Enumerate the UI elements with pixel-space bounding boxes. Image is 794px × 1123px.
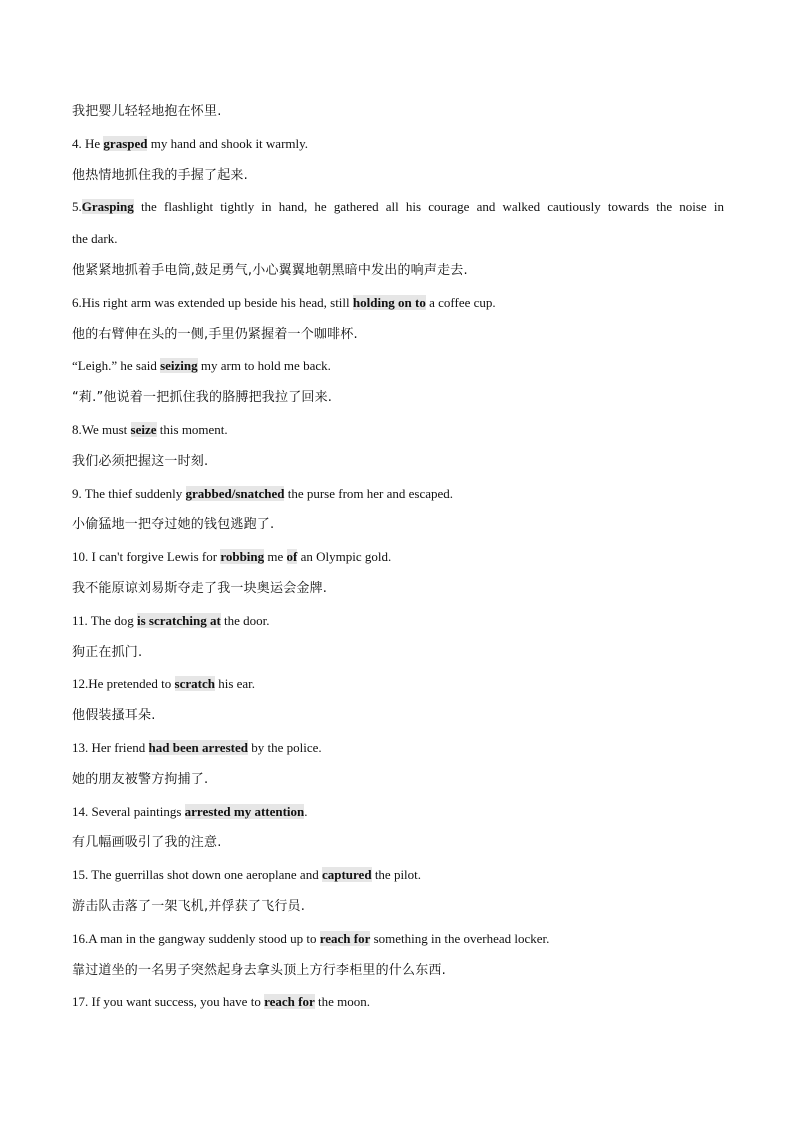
sentence-text: 小偷猛地一把夺过她的钱包逃跑了.	[72, 517, 275, 533]
sentence-text: 他热情地抓住我的手握了起来.	[72, 167, 248, 183]
sentence-text: 8.We must	[72, 421, 131, 437]
sentence-text: 13. Her friend	[72, 739, 149, 755]
highlighted-phrase: scratch	[174, 676, 215, 692]
translation-line	[72, 891, 724, 923]
example-sentence	[72, 541, 724, 573]
sentence-text: 游击队击落了一架飞机,并俘获了飞行员.	[72, 898, 306, 914]
sentence-text: me	[264, 549, 287, 565]
example-sentence	[72, 223, 724, 255]
translation-line	[72, 637, 724, 669]
highlighted-phrase: is scratching at	[137, 612, 221, 628]
sentence-text: a coffee cup.	[425, 294, 496, 310]
sentence-text: 6.His right arm was extended up beside his head, still	[72, 294, 353, 310]
translation-line	[72, 573, 724, 605]
sentence-text: by the police.	[247, 739, 322, 755]
document-body	[72, 96, 724, 1018]
translation-line	[72, 160, 724, 192]
sentence-text: 14. Several paintings	[72, 803, 185, 819]
example-sentence	[72, 923, 724, 955]
sentence-text: the pilot.	[371, 867, 422, 883]
sentence-text: the moon.	[314, 994, 370, 1010]
example-sentence	[72, 287, 724, 319]
sentence-text: “莉.”他说着一把抓住我的胳膊把我拉了回来.	[72, 390, 333, 406]
sentence-text: something in the overhead locker.	[370, 930, 550, 946]
example-sentence	[72, 732, 724, 764]
highlighted-phrase: seize	[130, 421, 157, 437]
example-sentence	[72, 986, 724, 1018]
sentence-text: the flashlight tightly in hand, he gathered all his courage and walked cautiously towards the noise in	[133, 199, 724, 215]
sentence-text: the dark.	[72, 231, 118, 247]
sentence-text: this moment.	[156, 421, 228, 437]
example-sentence	[72, 668, 724, 700]
highlighted-phrase: grasped	[103, 135, 148, 151]
sentence-text: .	[304, 803, 308, 819]
highlighted-phrase: robbing	[220, 549, 265, 565]
sentence-text: 15. The guerrillas shot down one aeroplane and	[72, 867, 322, 883]
highlighted-phrase: had been arrested	[148, 739, 248, 755]
example-sentence	[72, 350, 724, 382]
translation-line	[72, 255, 724, 287]
sentence-text: the door.	[220, 612, 270, 628]
example-sentence	[72, 478, 724, 510]
sentence-text: the purse from her and escaped.	[284, 485, 454, 501]
translation-line	[72, 827, 724, 859]
example-sentence	[72, 859, 724, 891]
translation-line	[72, 700, 724, 732]
sentence-text: my hand and shook it warmly.	[147, 135, 309, 151]
highlighted-phrase: captured	[321, 867, 372, 883]
translation-line	[72, 764, 724, 796]
sentence-text: an Olympic gold.	[297, 549, 392, 565]
sentence-text: 4. He	[72, 135, 104, 151]
sentence-text: 有几幅画吸引了我的注意.	[72, 835, 222, 851]
sentence-text: 10. I can't forgive Lewis for	[72, 549, 221, 565]
sentence-text: 他假装搔耳朵.	[72, 708, 156, 724]
sentence-text: 16.A man in the gangway suddenly stood up to	[72, 930, 320, 946]
example-sentence	[72, 414, 724, 446]
example-sentence	[72, 128, 724, 160]
translation-line	[72, 446, 724, 478]
sentence-text: 我不能原谅刘易斯夺走了我一块奥运会金牌.	[72, 580, 328, 596]
sentence-text: 他的右臂伸在头的一侧,手里仍紧握着一个咖啡杯.	[72, 326, 358, 342]
highlighted-phrase: seizing	[160, 358, 198, 374]
sentence-text: 11. The dog	[72, 612, 137, 628]
translation-line	[72, 319, 724, 351]
sentence-text: 他紧紧地抓着手电筒,鼓足勇气,小心翼翼地朝黑暗中发出的响声走去.	[72, 262, 468, 278]
sentence-text: 狗正在抓门.	[72, 644, 143, 660]
sentence-text: 靠过道坐的一名男子突然起身去拿头顶上方行李柜里的什么东西.	[72, 962, 446, 978]
highlighted-phrase: reach for	[264, 994, 315, 1010]
translation-line	[72, 955, 724, 987]
example-sentence	[72, 796, 724, 828]
sentence-text: 我们必须把握这一时刻.	[72, 453, 209, 469]
highlighted-phrase: reach for	[319, 930, 371, 946]
sentence-text: 12.He pretended to	[72, 676, 175, 692]
sentence-text: 5.	[72, 199, 82, 215]
translation-line	[72, 509, 724, 541]
sentence-text: 17. If you want success, you have to	[72, 994, 265, 1010]
sentence-text: “Leigh.” he said	[72, 358, 161, 374]
sentence-text: 她的朋友被警方拘捕了.	[72, 771, 209, 787]
sentence-text: 9. The thief suddenly	[72, 485, 186, 501]
sentence-text: his ear.	[214, 676, 256, 692]
sentence-text: my arm to hold me back.	[197, 358, 331, 374]
translation-line	[72, 382, 724, 414]
highlighted-phrase: of	[286, 549, 298, 565]
sentence-text: 我把婴儿轻轻地抱在怀里.	[72, 104, 222, 119]
example-sentence	[72, 191, 724, 223]
highlighted-phrase: grabbed/snatched	[185, 485, 285, 501]
highlighted-phrase: Grasping	[81, 199, 134, 215]
highlighted-phrase: arrested my attention	[184, 803, 305, 819]
example-sentence	[72, 605, 724, 637]
highlighted-phrase: holding on to	[352, 294, 426, 310]
translation-line	[72, 96, 724, 128]
